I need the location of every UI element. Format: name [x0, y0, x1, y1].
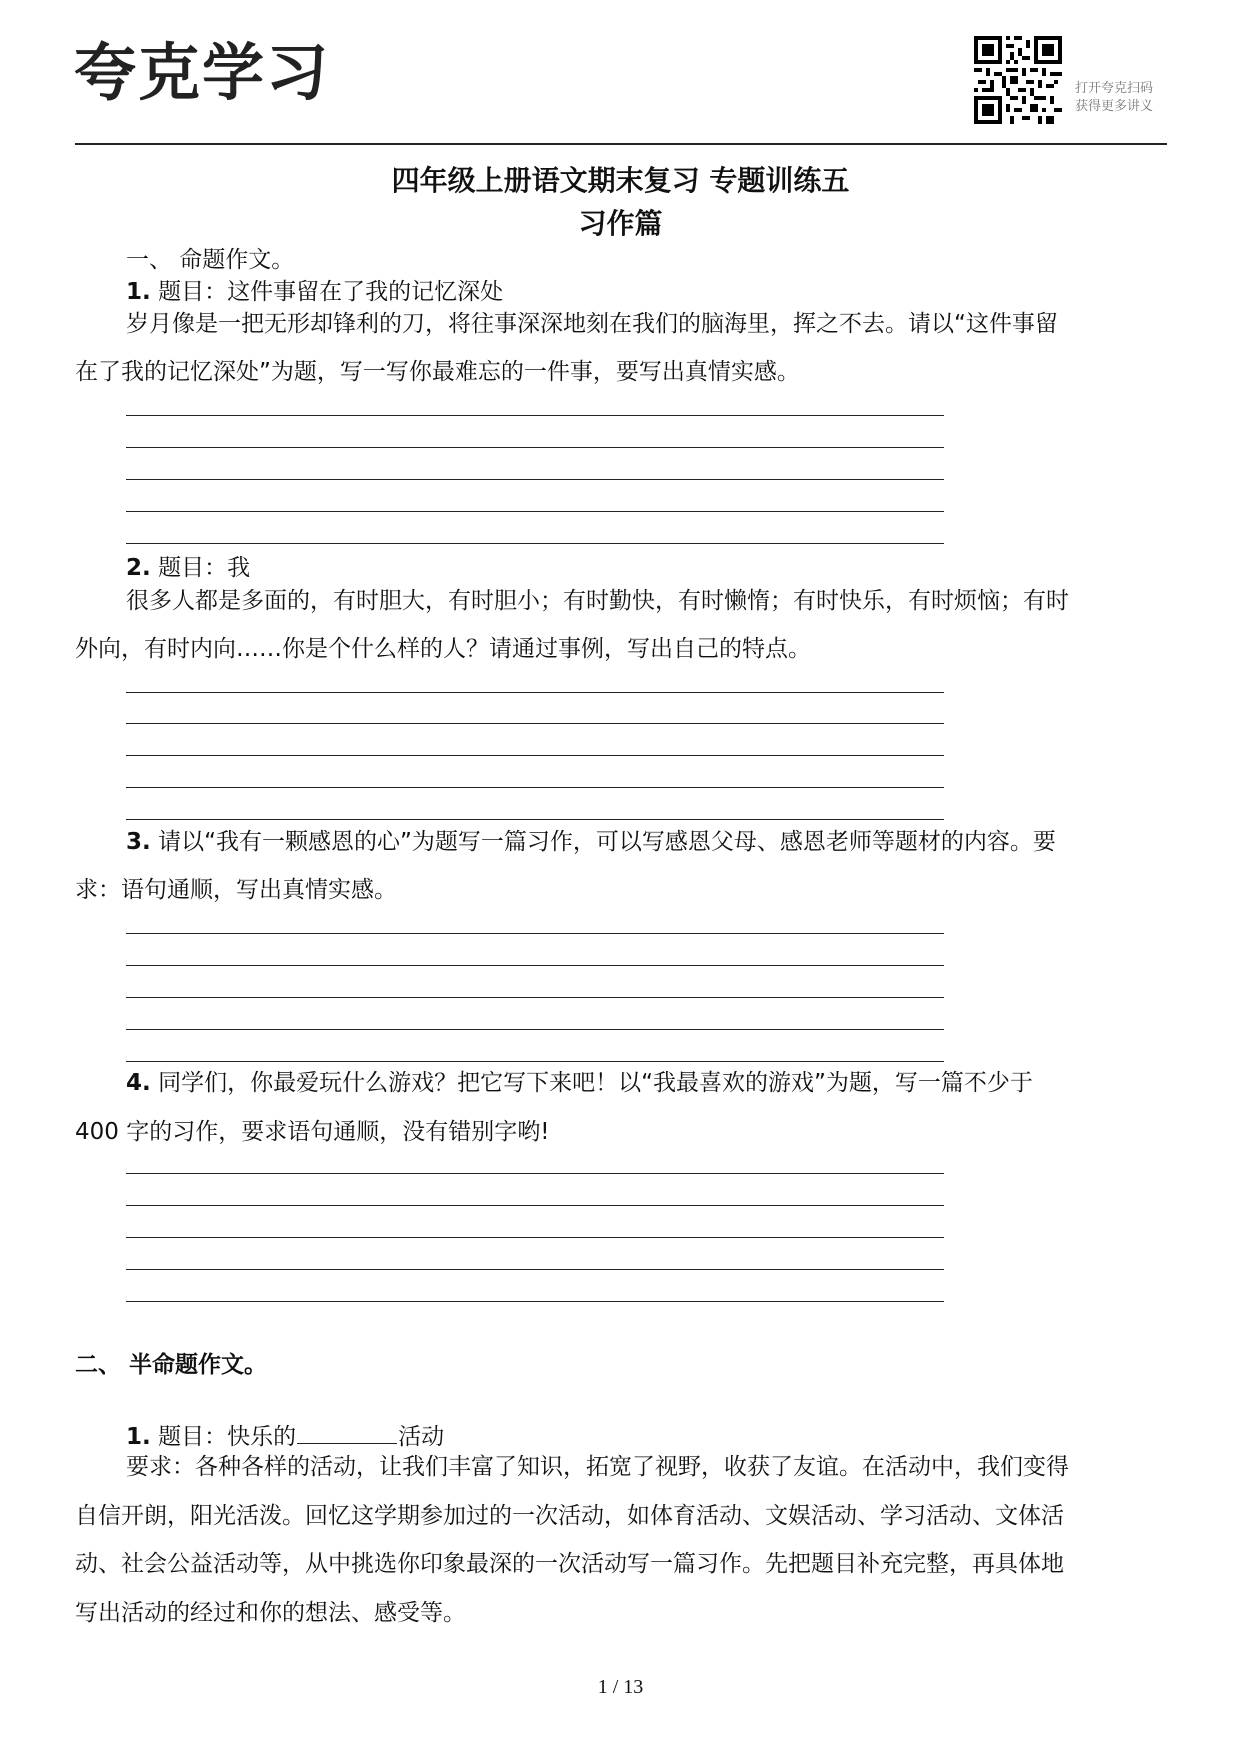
answer-line[interactable]	[126, 511, 944, 512]
qr-code-icon	[974, 36, 1062, 124]
answer-line[interactable]	[126, 1301, 944, 1302]
s2-q1-title-post: 活动	[398, 1424, 445, 1450]
page-subtitle: 习作篇	[578, 207, 663, 240]
page-title: 四年级上册语文期末复习 专题训练五	[391, 164, 850, 197]
header-divider	[75, 143, 1167, 145]
answer-line[interactable]	[126, 787, 944, 788]
s1-q4-body-1: 同学们，你最爱玩什么游戏？把它写下来吧！以“我最喜欢的游戏”为题，写一篇不少于	[158, 1070, 1033, 1096]
answer-line[interactable]	[126, 1205, 944, 1206]
s1-q3-number: 3.	[126, 829, 151, 855]
s1-q1-number: 1.	[126, 279, 151, 305]
section1-heading: 一、 命题作文。	[126, 247, 295, 273]
answer-line[interactable]	[126, 755, 944, 756]
s2-q1-title-line	[126, 1421, 444, 1452]
s1-q1-title: 题目：这件事留在了我的记忆深处	[158, 279, 504, 305]
s1-q2-number: 2.	[126, 555, 151, 581]
answer-line[interactable]	[126, 692, 944, 693]
s1-q2-title: 题目：我	[158, 555, 251, 581]
answer-line[interactable]	[126, 415, 944, 416]
answer-line[interactable]	[126, 819, 944, 820]
s1-q3-body-1: 请以“我有一颗感恩的心”为题写一篇习作，可以写感恩父母、感恩老师等题材的内容。要	[158, 829, 1056, 855]
s2-q1-number: 1.	[126, 1424, 151, 1450]
s2-q1-body-3: 动、社会公益活动等，从中挑选你印象最深的一次活动写一篇习作。先把题目补充完整，再具体地	[75, 1551, 1064, 1577]
answer-line[interactable]	[126, 543, 944, 544]
page-header	[0, 0, 1241, 150]
answer-line[interactable]	[126, 723, 944, 724]
s1-q3-line-1	[126, 827, 1056, 857]
answer-line[interactable]	[126, 447, 944, 448]
s1-q4-line-1	[126, 1068, 1033, 1098]
answer-line[interactable]	[126, 997, 944, 998]
s1-q2-title-line	[126, 553, 250, 583]
qr-caption-line-2: 获得更多讲义	[1075, 99, 1154, 114]
s1-q1-title-line	[126, 277, 503, 307]
s1-q4-body-2: 400 字的习作，要求语句通顺，没有错别字哟!	[75, 1119, 550, 1145]
answer-line[interactable]	[126, 479, 944, 480]
s2-q1-body-2: 自信开朗，阳光活泼。回忆这学期参加过的一次活动，如体育活动、文娱活动、学习活动、文体活	[75, 1503, 1064, 1529]
s1-q2-body-1: 很多人都是多面的，有时胆大，有时胆小；有时勤快，有时懒惰；有时快乐，有时烦恼；有时	[126, 588, 1069, 614]
qr-caption	[1075, 80, 1153, 116]
qr-caption-line-1: 打开夸克扫码	[1075, 81, 1154, 96]
s2-q1-body-1: 要求：各种各样的活动，让我们丰富了知识，拓宽了视野，收获了友谊。在活动中，我们变得	[126, 1454, 1069, 1480]
s1-q1-body-2: 在了我的记忆深处”为题，写一写你最难忘的一件事，要写出真情实感。	[75, 359, 800, 385]
page-number: 1 / 13	[597, 1676, 644, 1698]
s1-q2-body-2: 外向，有时内向……你是个什么样的人？请通过事例，写出自己的特点。	[75, 636, 811, 662]
s1-q4-number: 4.	[126, 1070, 151, 1096]
section2-heading: 二、 半命题作文。	[75, 1352, 268, 1378]
answer-line[interactable]	[126, 1237, 944, 1238]
s2-q1-title-blank[interactable]	[297, 1421, 397, 1444]
answer-line[interactable]	[126, 1269, 944, 1270]
answer-line[interactable]	[126, 1173, 944, 1174]
s2-q1-title-pre: 题目：快乐的	[158, 1424, 297, 1450]
s1-q3-body-2: 求：语句通顺，写出真情实感。	[75, 877, 397, 903]
s1-q1-body-1: 岁月像是一把无形却锋利的刀，将往事深深地刻在我们的脑海里，挥之不去。请以“这件事留	[126, 311, 1058, 337]
answer-line[interactable]	[126, 1029, 944, 1030]
quark-logo: 夸克学习	[74, 36, 331, 109]
answer-line[interactable]	[126, 1061, 944, 1062]
answer-line[interactable]	[126, 965, 944, 966]
answer-line[interactable]	[126, 933, 944, 934]
s2-q1-body-4: 写出活动的经过和你的想法、感受等。	[75, 1600, 466, 1626]
